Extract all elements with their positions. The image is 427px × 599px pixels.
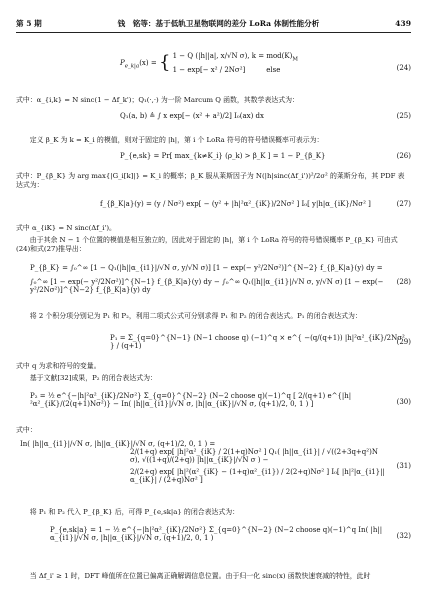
equation-32: P_{e,sk|a} = 1 − ½ e^{−|h|²α²_{iK}/2Nσ²} Σ_{q=0}^{N−2} (N−2 choose q)(−1)^q In( |h||α_{i1}|/√N σ, |h||α_{iK}|/√N σ, (q+1)/2, 0, 1 ) (50, 526, 383, 543)
equation-25: Q₁(a, b) ≜ ∫ x exp[− (x² + a²)/2] I₀(ax) dx (120, 112, 264, 120)
equation-31 (20, 440, 387, 484)
paragraph-rice-pdf: 式中：P_{β_K} 为 arg max{|G_i[k]|} = K_i 的概率；β_K 服从莱斯因子为 N(|h|sinc(Δf_i'))²/2σ² 的莱斯分布，其 PDF 表达式为： (16, 172, 405, 190)
header-rule (16, 32, 411, 33)
equation-number-26: (26) (396, 152, 411, 160)
equation-31-line-1: 2/(1+q) exp[ |h|²α²_{iK} / 2(1+q)Nσ² ] Q₁( |h||α_{i1}| / √((2+3q+q²)N σ), √((1+q)/(2+q)) |h||α_{iK}|/√N σ ) − (130, 448, 378, 465)
equation-24: $P_{e\_k|a}(x)$ = { 1 − Q (|h||a|, x/√N σ), $k = mod(K)_M$ 1 − exp[− x² / 2Nσ²] else (120, 51, 298, 74)
equation-number-28: (28) (396, 278, 411, 286)
page-number: 439 (395, 18, 411, 28)
equation-31-lhs: In( |h||α_{i1}|/√N σ, |h||α_{iK}|/√N σ, (q+1)/2, 0, 1 ) = (20, 440, 216, 448)
equation-31-line-2: 2/(2+q) exp[ |h|²(α²_{iK} − (1+q)α²_{i1}) / 2(2+q)Nσ² ] I₀[ |h|²|α_{i1}||α_{iK}| / (2+q)Nσ² ] (130, 468, 385, 485)
equation-number-32: (32) (396, 532, 411, 540)
equation-number-27: (27) (396, 200, 411, 208)
paragraph-sinc-decay: 当 Δf_i' ≥ 1 时，DFT 峰值所在位置已偏离正确解调信息位置。由于归一化 sinc(x) 函数快速衰减的特性，此时 (29, 572, 371, 580)
equation-number-30: (30) (396, 398, 411, 406)
paragraph-marcum-def: 式中：α_{i,k} = N sinc(1 − Δf_k')；Q₁(·,·) 为一阶 Marcum Q 函数，其数学表达式为： (16, 96, 299, 104)
paragraph-derivation: 由于其余 N − 1 个位置的模值是相互独立的，因此对于固定的 |h|，第 i 个 LoRa 符号的符号错误概率 P_{β_K} 可由式(24)和式(27)推导出： (16, 236, 398, 254)
equation-number-31: (31) (396, 462, 411, 470)
paragraph-substitute: 将 P₁ 和 P₂ 代入 P_{β_K} 后，可得 P_{e,sk|a} 的闭合表达式为： (29, 508, 240, 516)
paragraph-q-var: 式中 q 为求和符号的变量。 (16, 362, 101, 370)
paragraph-beta-def: 定义 β_K 为 k = K_i 的模值，则对于固定的 |h|，第 i 个 LoRa 符号的符号错误概率可表示为： (29, 136, 324, 144)
equation-28-line-1: P_{β_K} = ∫₀^∞ [1 − Q₁(|h||α_{i1}|/√N σ, y/√N σ)] [1 − exp(− y²/2Nσ²)]^{N−2} f_{β_K|a}(y) dy = (30, 264, 383, 272)
equation-30: P₂ = ½ e^{−|h|²α²_{iK}/2Nσ²} Σ_{q=0}^{N−2} (N−2 choose q)(−1)^q [ 2/(q+1) e^{|h|²α²_{iK}/(2(q+1)Nσ²)} − In( |h||α_{i1}|/√N σ, |h||α_{iK}|/√N σ, (q+1)/2, 0, 1 ) ] (30, 392, 352, 409)
equation-28 (30, 264, 387, 294)
running-title: 钱 铭等：基于低轨卫星物联网的差分 LoRa 体制性能分析 (117, 18, 320, 28)
paragraph-p1-p2: 将 2 个积分项分别记为 P₁ 和 P₂，利用二项式公式可分别求得 P₁ 和 P₂ 的闭合表达式。P₁ 的闭合表达式为： (29, 312, 362, 320)
paragraph-where: 式中： (16, 426, 37, 434)
equation-number-25: (25) (396, 112, 411, 120)
equation-29: P₁ = Σ_{q=0}^{N−1} (N−1 choose q) (−1)^q × e^{ −(q/(q+1)) |h|²α²_{iK}/2Nσ² } / (q+1) (110, 334, 405, 351)
equation-27: f_{β_K|a}(y) = (y / Nσ²) exp[ − (y² + |h|²α²_{iK})/2Nσ² ] I₀[ y|h|α_{iK}/Nσ² ] (100, 200, 371, 208)
equation-28-line-2: ∫₀^∞ [1 − exp(− y²/2Nσ²)]^{N−1} f_{β_K|a}(y) dy − ∫₀^∞ Q₁(|h||α_{i1}|/√N σ, y/√N σ) [1 − exp(− y²/2Nσ²)]^{N−2} f_{β_K|a}(y) dy (30, 278, 384, 295)
issue-number: 第 5 期 (16, 18, 42, 28)
equation-number-29: (29) (396, 338, 411, 346)
equation-26: P_{e,sk} = Pr[ max_{k≠K_i} (ρ_k) > β_K ] = 1 − P_{β_K} (120, 152, 326, 160)
paragraph-alpha-def: 式中 α_{iK} = N sinc(Δf_i')。 (16, 224, 116, 232)
equation-number-24: (24) (396, 64, 411, 72)
running-header (16, 16, 411, 30)
paragraph-ref32: 基于文献[32]成果，P₂ 的闭合表达式为： (29, 374, 157, 382)
